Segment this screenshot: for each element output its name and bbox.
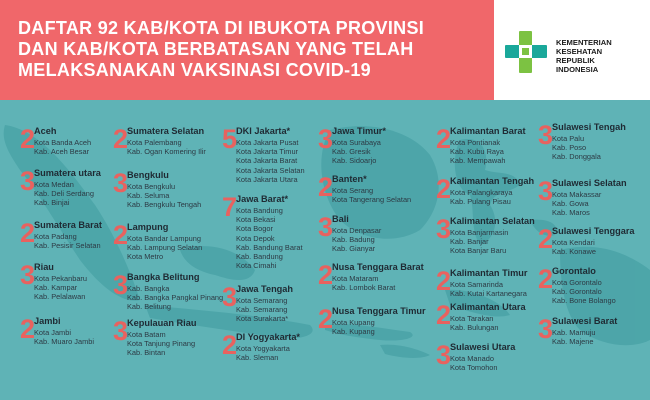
city-name: Kota Batam bbox=[127, 330, 166, 339]
title-line: DAFTAR 92 KAB/KOTA DI IBUKOTA PROVINSI bbox=[18, 18, 425, 38]
city-name: Kab. Donggala bbox=[552, 152, 601, 162]
city-count: 3 bbox=[538, 176, 554, 206]
city-count: 2 bbox=[538, 264, 554, 294]
province-name: Bangka Belitung bbox=[127, 272, 200, 282]
province-name: Nusa Tenggara Barat bbox=[332, 262, 424, 272]
province-name: Lampung bbox=[127, 222, 169, 232]
province-name: Kalimantan Barat bbox=[450, 126, 526, 136]
logo-text-line: KEMENTERIAN bbox=[556, 38, 612, 47]
city-name: Kota Jakarta Timur bbox=[236, 147, 299, 157]
city-name: Kab. Lampung Selatan bbox=[127, 243, 203, 253]
city-name: Kota Medan bbox=[34, 180, 74, 189]
province-name: Riau bbox=[34, 262, 54, 272]
city-name: Kota Samarinda bbox=[450, 280, 503, 289]
city-name: Kota Palu bbox=[552, 134, 585, 143]
city-name: Kab. Binjai bbox=[34, 198, 70, 208]
province-name: Jawa Barat* bbox=[236, 194, 289, 204]
city-name: Kota Jambi bbox=[34, 328, 71, 337]
province-name: Aceh bbox=[34, 126, 57, 136]
city-name: Kota Denpasar bbox=[332, 226, 382, 235]
page-title bbox=[18, 18, 458, 81]
city-list bbox=[450, 138, 505, 166]
province-name: Kalimantan Utara bbox=[450, 302, 526, 312]
city-name: Kab. Maros bbox=[552, 208, 590, 218]
city-name: Kota Gorontalo bbox=[552, 278, 602, 287]
province-name: Jambi bbox=[34, 316, 61, 326]
city-list bbox=[127, 234, 202, 262]
city-name: Kota Banjarmasin bbox=[450, 228, 509, 237]
city-name: Kab. Pelalawan bbox=[34, 292, 86, 302]
city-name: Kota Jakarta Barat bbox=[236, 156, 298, 166]
city-list bbox=[127, 284, 223, 312]
province-name: Jawa Timur* bbox=[332, 126, 386, 136]
city-list bbox=[552, 278, 616, 306]
city-count: 3 bbox=[538, 314, 554, 344]
city-name: Kab. Sleman bbox=[236, 353, 279, 363]
city-name: Kab. Gresik bbox=[332, 147, 371, 157]
city-count: 2 bbox=[318, 260, 334, 290]
city-list bbox=[552, 238, 596, 256]
city-name: Kota Banjar Baru bbox=[450, 246, 507, 256]
city-name: Kab. Deli Serdang bbox=[34, 189, 94, 199]
city-count: 3 bbox=[436, 214, 452, 244]
city-name: Kab. Aceh Besar bbox=[34, 147, 90, 157]
city-name: Kab. Bandung Barat bbox=[236, 242, 303, 252]
city-name: Kota Surakarta* bbox=[236, 314, 289, 324]
city-name: Kota Kendari bbox=[552, 238, 595, 247]
city-name: Kab. Gowa bbox=[552, 199, 589, 209]
city-name: Kota Banda Aceh bbox=[34, 138, 92, 147]
city-name: Kab. Kupang bbox=[332, 327, 375, 337]
province-name: Sulawesi Tengah bbox=[552, 122, 626, 132]
province-name: Kepulauan Riau bbox=[127, 318, 197, 328]
city-name: Kab. Bandung bbox=[236, 251, 283, 261]
city-name: Kab. Poso bbox=[552, 143, 587, 153]
city-count: 5 bbox=[222, 124, 238, 154]
title-line: DAN KAB/KOTA BERBATASAN YANG TELAH bbox=[18, 39, 414, 59]
city-list bbox=[236, 138, 305, 184]
city-name: Kab. Semarang bbox=[236, 305, 288, 315]
city-name: Kab. Kubu Raya bbox=[450, 147, 504, 157]
city-count: 2 bbox=[436, 174, 452, 204]
logo-text-line: KESEHATAN bbox=[556, 47, 603, 56]
city-count: 3 bbox=[318, 212, 334, 242]
city-count: 2 bbox=[436, 266, 452, 296]
city-name: Kota Makassar bbox=[552, 190, 602, 199]
ministry-logo bbox=[494, 0, 650, 100]
city-name: Kota Metro bbox=[127, 252, 164, 262]
city-count: 2 bbox=[20, 124, 36, 154]
province-name: Nusa Tenggara Timur bbox=[332, 306, 426, 316]
city-name: Kota Depok bbox=[236, 233, 275, 243]
city-name: Kab. Bengkulu Tengah bbox=[127, 200, 202, 210]
city-name: Kab. Mamuju bbox=[552, 328, 596, 337]
city-list bbox=[34, 274, 87, 302]
city-count: 2 bbox=[538, 224, 554, 254]
province-name: Sulawesi Barat bbox=[552, 316, 618, 326]
city-name: Kab. Konawe bbox=[552, 247, 596, 257]
city-name: Kota Manado bbox=[450, 354, 494, 363]
city-name: Kota Kupang bbox=[332, 318, 375, 327]
city-name: Kota Cimahi bbox=[236, 261, 277, 271]
province-name: Gorontalo bbox=[552, 266, 596, 276]
city-name: Kab. Pesisir Selatan bbox=[34, 241, 101, 251]
city-list bbox=[127, 330, 195, 358]
city-count: 2 bbox=[20, 314, 36, 344]
city-name: Kota Palangkaraya bbox=[450, 188, 513, 197]
city-name: Kota Padang bbox=[34, 232, 77, 241]
city-name: Kab. Bulungan bbox=[450, 323, 499, 333]
city-name: Kota Bandar Lampung bbox=[127, 234, 201, 243]
city-list bbox=[552, 190, 601, 218]
city-count: 2 bbox=[436, 124, 452, 154]
city-count: 3 bbox=[538, 120, 554, 150]
city-name: Kab. Kutai Kartanegara bbox=[450, 289, 527, 299]
city-list bbox=[332, 274, 395, 292]
city-name: Kab. Gianyar bbox=[332, 244, 376, 254]
city-list bbox=[450, 314, 499, 332]
city-name: Kota Tarakan bbox=[450, 314, 494, 323]
city-name: Kab. Badung bbox=[332, 235, 375, 245]
city-list bbox=[127, 138, 206, 156]
city-list bbox=[34, 138, 91, 156]
city-count: 2 bbox=[318, 172, 334, 202]
ministry-cross-icon bbox=[504, 28, 548, 76]
city-name: Kota Tomohon bbox=[450, 363, 498, 373]
city-name: Kota Jakarta Selatan bbox=[236, 165, 305, 175]
city-list bbox=[450, 228, 508, 256]
city-name: Kota Bandung bbox=[236, 206, 283, 215]
city-count: 2 bbox=[113, 124, 129, 154]
city-name: Kab. Bangka Pangkal Pinang bbox=[127, 293, 224, 303]
city-name: Kab. Bintan bbox=[127, 348, 166, 358]
city-list bbox=[332, 186, 411, 204]
city-name: Kota Jakarta Utara bbox=[236, 174, 298, 184]
city-name: Kab. Belitung bbox=[127, 302, 171, 312]
city-count: 2 bbox=[113, 220, 129, 250]
city-name: Kab. Muaro Jambi bbox=[34, 337, 94, 347]
province-name: Kalimantan Selatan bbox=[450, 216, 535, 226]
logo-text-line: INDONESIA bbox=[556, 65, 599, 74]
city-count: 3 bbox=[113, 316, 129, 346]
province-name: Bengkulu bbox=[127, 170, 169, 180]
province-name: Jawa Tengah bbox=[236, 284, 294, 294]
city-list bbox=[34, 180, 94, 208]
city-name: Kota Yogyakarta bbox=[236, 344, 290, 353]
city-name: Kota Bogor bbox=[236, 224, 273, 234]
province-name: Banten* bbox=[332, 174, 367, 184]
city-name: Kota Jakarta Pusat bbox=[236, 138, 299, 147]
city-name: Kab. Banjar bbox=[450, 237, 489, 247]
city-list bbox=[332, 138, 381, 166]
city-list bbox=[236, 344, 290, 362]
city-name: Kota Bengkulu bbox=[127, 182, 176, 191]
city-name: Kota Palembang bbox=[127, 138, 182, 147]
city-list bbox=[552, 134, 601, 162]
province-name: Kalimantan Tengah bbox=[450, 176, 535, 186]
city-name: Kab. Bangka bbox=[127, 284, 170, 293]
logo-text bbox=[556, 38, 612, 74]
province-name: Kalimantan Timur bbox=[450, 268, 528, 278]
city-count: 3 bbox=[222, 282, 238, 312]
city-count: 3 bbox=[113, 270, 129, 300]
city-count: 2 bbox=[222, 330, 238, 360]
province-name: Sulawesi Utara bbox=[450, 342, 516, 352]
city-list bbox=[450, 354, 498, 372]
city-list bbox=[34, 232, 101, 250]
province-name: DKI Jakarta* bbox=[236, 126, 291, 136]
province-name: Sumatera utara bbox=[34, 168, 101, 178]
province-name: Sumatera Barat bbox=[34, 220, 102, 230]
city-count: 2 bbox=[318, 304, 334, 334]
province-name: Sulawesi Selatan bbox=[552, 178, 627, 188]
city-count: 3 bbox=[436, 340, 452, 370]
city-count: 3 bbox=[20, 260, 36, 290]
city-name: Kab. Ogan Komering Ilir bbox=[127, 147, 206, 157]
city-count: 7 bbox=[222, 192, 238, 222]
city-name: Kab. Lombok Barat bbox=[332, 283, 396, 293]
city-name: Kab. Sidoarjo bbox=[332, 156, 377, 166]
city-list bbox=[332, 226, 381, 254]
city-name: Kota Pontianak bbox=[450, 138, 501, 147]
city-name: Kota Mataram bbox=[332, 274, 379, 283]
city-list bbox=[236, 206, 303, 270]
city-name: Kab. Majene bbox=[552, 337, 594, 347]
city-count: 3 bbox=[113, 168, 129, 198]
city-count: 3 bbox=[318, 124, 334, 154]
city-name: Kab. Seluma bbox=[127, 191, 170, 201]
city-list bbox=[552, 328, 596, 346]
city-count: 2 bbox=[20, 218, 36, 248]
city-name: Kota Tanjung Pinang bbox=[127, 339, 196, 349]
city-list bbox=[450, 188, 512, 206]
city-name: Kota Surabaya bbox=[332, 138, 381, 147]
city-list bbox=[127, 182, 201, 210]
city-name: Kota Pekanbaru bbox=[34, 274, 88, 283]
city-name: Kota Semarang bbox=[236, 296, 288, 305]
city-list bbox=[236, 296, 288, 324]
title-line: MELAKSANAKAN VAKSINASI COVID-19 bbox=[18, 60, 371, 80]
city-name: Kota Tangerang Selatan bbox=[332, 195, 412, 205]
city-name: Kota Serang bbox=[332, 186, 374, 195]
city-count: 3 bbox=[20, 166, 36, 196]
city-list bbox=[34, 328, 94, 346]
province-name: Sulawesi Tenggara bbox=[552, 226, 635, 236]
city-name: Kab. Pulang Pisau bbox=[450, 197, 511, 207]
city-list bbox=[332, 318, 375, 336]
city-name: Kab. Kampar bbox=[34, 283, 78, 293]
province-name: DI Yogyakarta* bbox=[236, 332, 301, 342]
city-name: Kab. Gorontalo bbox=[552, 287, 602, 297]
province-name: Sumatera Selatan bbox=[127, 126, 205, 136]
city-name: Kab. Mempawah bbox=[450, 156, 506, 166]
province-name: Bali bbox=[332, 214, 349, 224]
logo-text-line: REPUBLIK bbox=[556, 56, 595, 65]
city-name: Kota Bekasi bbox=[236, 215, 276, 225]
city-list bbox=[450, 280, 527, 298]
city-count: 2 bbox=[436, 300, 452, 330]
city-name: Kab. Bone Bolango bbox=[552, 296, 616, 306]
